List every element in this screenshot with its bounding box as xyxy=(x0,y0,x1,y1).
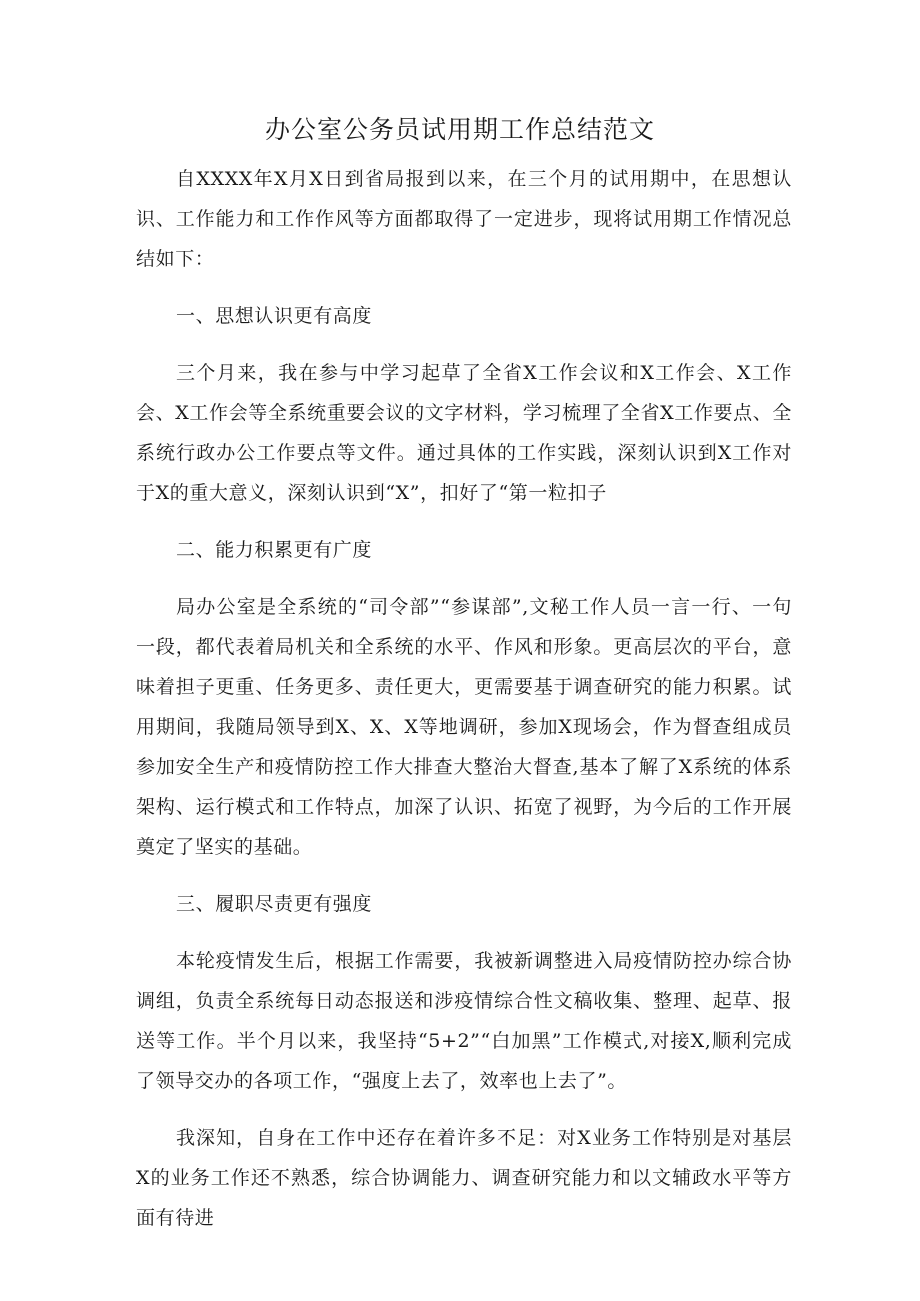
section-paragraph-1: 三个月来，我在参与中学习起草了全省X工作会议和X工作会、X工作会、X工作会等全系统重要会议的文字材料，学习梳理了全省X工作要点、全系统行政办公工作要点等文件。通过具体的工作实践，深刻认识到X工作对于X的重大意义，深刻认识到“X”，扣好了“第一粒扣子 xyxy=(136,362,792,504)
section-paragraph-3: 本轮疫情发生后，根据工作需要，我被新调整进入局疫情防控办综合协调组，负责全系统每日动态报送和涉疫情综合性文稿收集、整理、起草、报送等工作。半个月以来，我坚持“5+2”“白加黑”工作模式,对接X,顺利完成了领导交办的各项工作，“强度上去了，效率也上去了”。 xyxy=(136,950,792,1092)
section-heading-1: 一、思想认识更有高度 xyxy=(176,305,373,327)
section-heading-2: 二、能力积累更有广度 xyxy=(176,539,373,561)
document-body xyxy=(136,159,792,1255)
intro-paragraph: 自XXXX年X月X日到省局报到以来，在三个月的试用期中，在思想认识、工作能力和工作作风等方面都取得了一定进步，现将试用期工作情况总结如下： xyxy=(136,168,792,270)
closing-paragraph: 我深知，自身在工作中还存在着许多不足：对X业务工作特别是对基层X的业务工作还不熟悉，综合协调能力、调查研究能力和以文辅政水平等方面有待进 xyxy=(136,1127,792,1229)
document-title: 办公室公务员试用期工作总结范文 xyxy=(264,115,655,144)
section-paragraph-2: 局办公室是全系统的“司令部”“参谋部”,文秘工作人员一言一行、一句一段，都代表着局机关和全系统的水平、作风和形象。更高层次的平台，意味着担子更重、任务更多、责任更大，更需要基于调查研究的能力积累。试用期间，我随局领导到X、X、X等地调研，参加X现场会，作为督查组成员参加安全生产和疫情防控工作大排查大整治大督查,基本了解了X系统的体系架构、运行模式和工作特点，加深了认识、拓宽了视野，为今后的工作开展奠定了坚实的基础。 xyxy=(136,596,792,858)
section-heading-3: 三、履职尽责更有强度 xyxy=(176,893,373,915)
